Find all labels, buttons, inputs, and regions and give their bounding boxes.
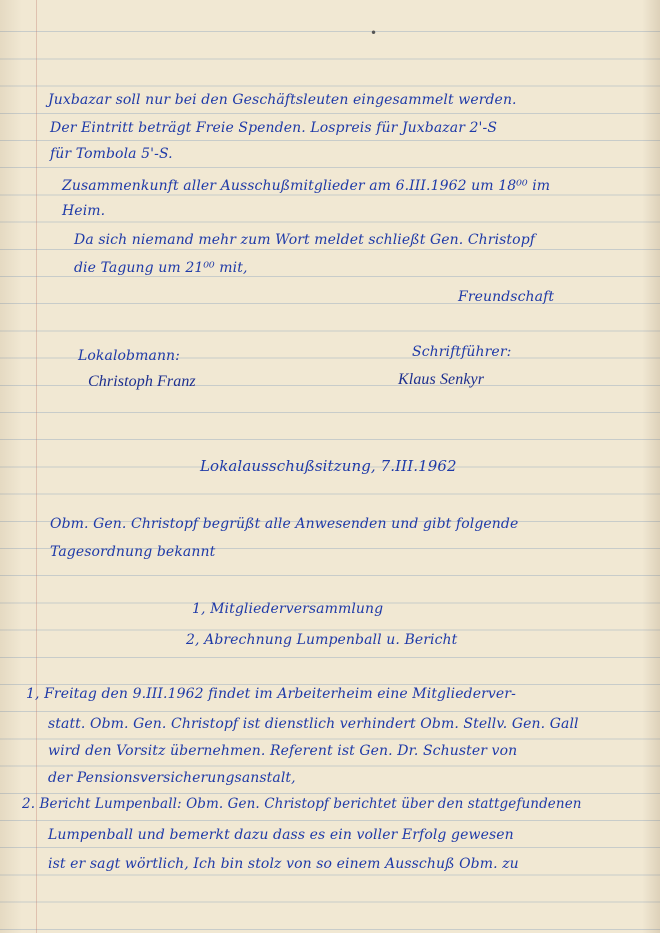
margin-line xyxy=(36,0,37,933)
page-edge-shadow xyxy=(642,0,660,933)
text-line-6: Da sich niemand mehr zum Wort meldet schließt Gen. Christopf xyxy=(74,232,536,248)
closing-greeting: Freundschaft xyxy=(458,289,555,305)
agenda-item-1: 1, Mitgliederversammlung xyxy=(192,601,384,617)
text-line-24: ist er sagt wörtlich, Ich bin stolz von so einem Ausschuß Obm. zu xyxy=(48,856,519,872)
text-line-1: Juxbazar soll nur bei den Geschäftsleuten eingesammelt werden. xyxy=(48,92,517,108)
chairman-label: Lokalobmann: xyxy=(78,348,180,364)
secretary-label: Schriftführer: xyxy=(412,344,512,360)
text-line-7: die Tagung um 21⁰⁰ mit, xyxy=(74,260,248,276)
text-line-21: der Pensionsversicherungsanstalt, xyxy=(48,770,296,786)
secretary-signature: Klaus Senkyr xyxy=(398,371,485,388)
text-line-5: Heim. xyxy=(62,203,106,219)
text-line-3: für Tombola 5'-S. xyxy=(50,146,173,162)
text-line-14: Obm. Gen. Christopf begrüßt alle Anwesenden und gibt folgende xyxy=(50,516,519,532)
text-line-19: statt. Obm. Gen. Christopf ist dienstlich verhindert Obm. Stellv. Gen. Gall xyxy=(48,716,579,732)
meeting-heading: Lokalausschußsitzung, 7.III.1962 xyxy=(200,457,457,475)
text-line-2: Der Eintritt beträgt Freie Spenden. Lospreis für Juxbazar 2'-S xyxy=(50,120,498,136)
agenda-item-2: 2, Abrechnung Lumpenball u. Bericht xyxy=(186,632,458,648)
chairman-signature: Christoph Franz xyxy=(88,373,196,390)
text-line-20: wird den Vorsitz übernehmen. Referent ist Gen. Dr. Schuster von xyxy=(48,743,518,759)
text-line-18: 1, Freitag den 9.III.1962 findet im Arbeiterheim eine Mitgliederver- xyxy=(26,686,516,702)
text-line-23: Lumpenball und bemerkt dazu dass es ein voller Erfolg gewesen xyxy=(48,827,514,843)
text-line-4: Zusammenkunft aller Ausschußmitglieder am 6.III.1962 um 18⁰⁰ im xyxy=(62,178,551,194)
text-line-22: 2. Bericht Lumpenball: Obm. Gen. Christopf berichtet über den stattgefundenen xyxy=(22,796,582,812)
text-line-15: Tagesordnung bekannt xyxy=(50,544,216,560)
corner-mark: • xyxy=(370,26,378,40)
